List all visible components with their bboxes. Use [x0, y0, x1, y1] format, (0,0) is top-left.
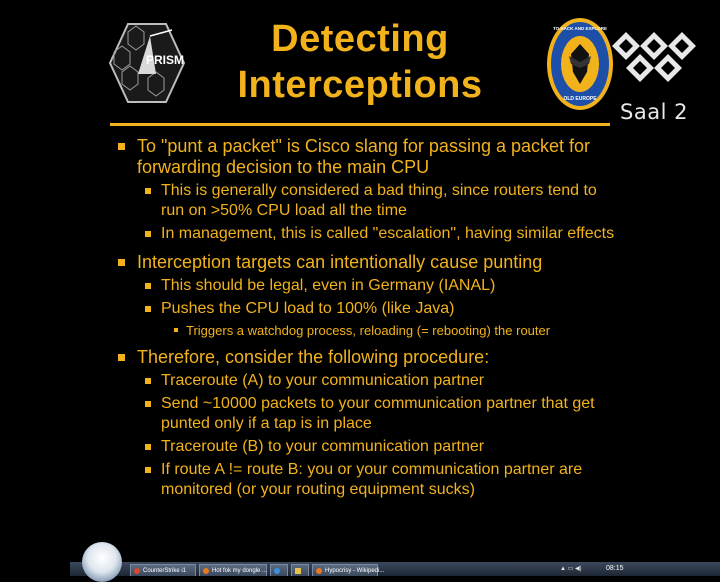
- prism-logo-text: PRISM: [146, 53, 185, 67]
- taskbar-item-label: CounterStrike i1: [143, 568, 187, 574]
- bullet-item: Send ~10000 packets to your communication partner that get punted only if a tap is in place: [114, 394, 624, 434]
- title-line-1: Detecting: [271, 18, 449, 60]
- bullet-item: In management, this is called "escalation", having similar effects: [114, 224, 624, 244]
- title-divider: [110, 123, 610, 126]
- ccc-logo: [612, 30, 696, 84]
- slide-title: [190, 16, 530, 108]
- svg-text:OLD EUROPE: OLD EUROPE: [563, 96, 597, 102]
- title-line-2: Interceptions: [237, 64, 483, 106]
- clock[interactable]: 08:15: [606, 565, 624, 572]
- start-button[interactable]: [82, 542, 122, 582]
- browser-icon: [134, 568, 140, 574]
- taskbar-item-counterstrike[interactable]: [130, 564, 196, 576]
- bullet-item: Therefore, consider the following procedure:: [114, 347, 624, 368]
- taskbar-item-label: Hypocrisy - Wikipedi...: [325, 568, 385, 574]
- taskbar-item-label: Hot fok my dongle ...: [212, 568, 268, 574]
- bullet-item: If route A != route B: you or your communication partner are monitored (or your routing equipment sucks): [114, 460, 624, 500]
- firefox-icon: [203, 568, 209, 574]
- bullet-item: Traceroute (B) to your communication partner: [114, 437, 624, 457]
- bullet-list: [114, 132, 624, 500]
- room-label: Saal 2: [620, 100, 688, 124]
- bullet-item: This should be legal, even in Germany (IANAL): [114, 276, 624, 296]
- firefox-icon: [316, 568, 322, 574]
- taskbar-item-folder[interactable]: [291, 564, 309, 576]
- taskbar-item-hypocrisy[interactable]: [312, 564, 385, 576]
- bullet-item: To "punt a packet" is Cisco slang for passing a packet for forwarding decision to the main CPU: [114, 136, 624, 178]
- bullet-item: Triggers a watchdog process, reloading (= rebooting) the router: [114, 322, 624, 339]
- bullet-item: Traceroute (A) to your communication partner: [114, 371, 624, 391]
- bullet-item: Pushes the CPU load to 100% (like Java): [114, 299, 624, 319]
- bullet-item: Interception targets can intentionally cause punting: [114, 252, 624, 273]
- svg-text:TO HACK AND EXPLORE: TO HACK AND EXPLORE: [552, 26, 608, 31]
- seal-logo: [545, 14, 615, 114]
- taskbar-item-ie[interactable]: [270, 564, 288, 576]
- folder-icon: [295, 568, 301, 574]
- prism-logo: [108, 22, 186, 104]
- system-tray[interactable]: ▲ ▭ ◀): [560, 566, 582, 572]
- taskbar-item-dongle[interactable]: [199, 564, 267, 576]
- bullet-item: This is generally considered a bad thing, since routers tend to run on >50% CPU load all the time: [114, 181, 624, 221]
- ie-icon: [274, 568, 280, 574]
